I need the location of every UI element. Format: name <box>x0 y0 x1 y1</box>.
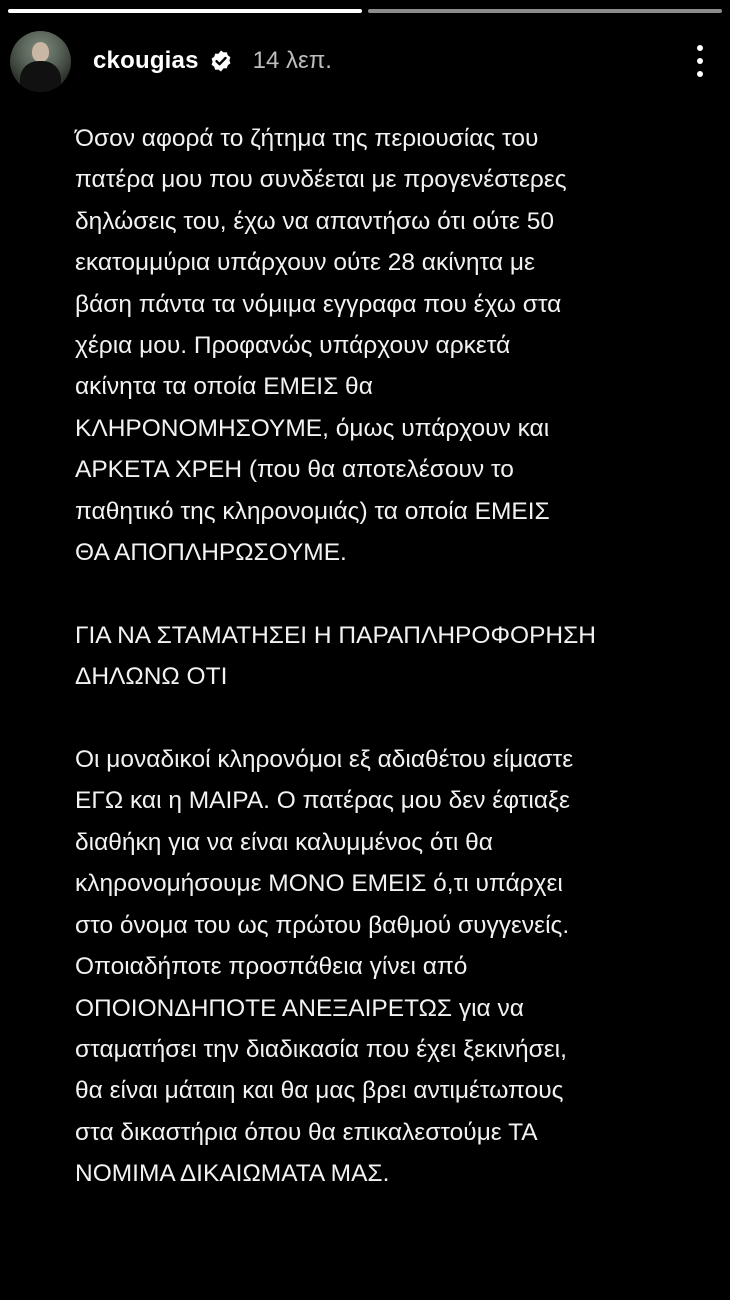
story-progress-bar <box>8 9 722 13</box>
paragraph-2 <box>75 615 700 698</box>
text-line: ΕΓΩ και η ΜΑΙΡΑ. Ο πατέρας μου δεν έφτιαξε <box>75 787 570 815</box>
story-header <box>10 30 710 92</box>
text-line: εκατομμύρια υπάρχουν ούτε 28 ακίνητα με <box>75 249 535 277</box>
text-line: ΝΟΜΙΜΑ ΔΙΚΑΙΩΜΑΤΑ ΜΑΣ. <box>75 1160 390 1188</box>
username[interactable]: ckougias <box>93 47 199 74</box>
avatar-body <box>20 61 61 92</box>
text-line: πατέρα μου που συνδέεται με προγενέστερες <box>75 166 567 194</box>
text-line: Όσον αφορά το ζήτημα της περιουσίας του <box>75 125 539 152</box>
text-line: ακίνητα τα οποία ΕΜΕΙΣ θα <box>75 373 373 401</box>
story-text <box>75 118 700 1195</box>
text-line: στα δικαστήρια όπου θα επικαλεστούμε ΤΑ <box>75 1118 538 1146</box>
text-line: ΘΑ ΑΠΟΠΛΗΡΩΣΟΥΜΕ. <box>75 539 347 567</box>
text-line: θα είναι μάταιη και θα μας βρει αντιμέτωπους <box>75 1077 564 1105</box>
text-line: Οι μοναδικοί κληρονόμοι εξ αδιαθέτου είμαστε <box>75 746 574 774</box>
text-line: ΟΠΟΙΟΝΔΗΠΟΤΕ ΑΝΕΞΑΙΡΕΤΩΣ για να <box>75 994 524 1022</box>
paragraph-gap <box>75 573 700 614</box>
more-dot <box>697 58 703 64</box>
text-line: διαθήκη για να είναι καλυμμένος ότι θα <box>75 828 493 856</box>
avatar[interactable] <box>10 31 71 92</box>
paragraph-3 <box>75 739 700 1194</box>
progress-fill-1 <box>8 9 362 13</box>
text-line: σταματήσει την διαδικασία που έχει ξεκινήσει, <box>75 1035 567 1063</box>
text-line: ΚΛΗΡΟΝΟΜΗΣΟΥΜΕ, όμως υπάρχουν και <box>75 414 550 442</box>
more-dot <box>697 71 703 77</box>
text-line: στο όνομα του ως πρώτου βαθμού συγγενείς. <box>75 911 570 939</box>
text-line: χέρια μου. Προφανώς υπάρχουν αρκετά <box>75 332 511 360</box>
text-line: ΓΙΑ ΝΑ ΣΤΑΜΑΤΗΣΕΙ Η ΠΑΡΑΠΛΗΡΟΦΟΡΗΣΗ <box>75 621 596 649</box>
text-line: Οποιαδήποτε προσπάθεια γίνει από <box>75 953 468 981</box>
story-progress-segment-2 <box>368 9 722 13</box>
more-dot <box>697 45 703 51</box>
avatar-head <box>32 42 49 62</box>
text-line: δηλώσεις του, έχω να απαντήσω ότι ούτε 50 <box>75 207 555 235</box>
paragraph-1 <box>75 118 700 573</box>
text-line: κληρονομήσουμε ΜΟΝΟ ΕΜΕΙΣ ό,τι υπάρχει <box>75 870 563 898</box>
text-line: ΑΡΚΕΤΑ ΧΡΕΗ (που θα αποτελέσουν το <box>75 456 514 484</box>
post-time: 14 λεπ. <box>252 47 332 74</box>
paragraph-gap <box>75 698 700 739</box>
text-line: βάση πάντα τα νόμιμα εγγραφα που έχω στα <box>75 290 562 318</box>
verified-badge-icon <box>209 49 233 73</box>
text-line: παθητικό της κληρονομιάς) τα οποία ΕΜΕΙΣ <box>75 497 550 525</box>
story-progress-segment-1 <box>8 9 362 13</box>
text-line: ΔΗΛΩΝΩ ΟΤΙ <box>75 663 228 691</box>
more-vertical-icon[interactable] <box>690 43 710 79</box>
